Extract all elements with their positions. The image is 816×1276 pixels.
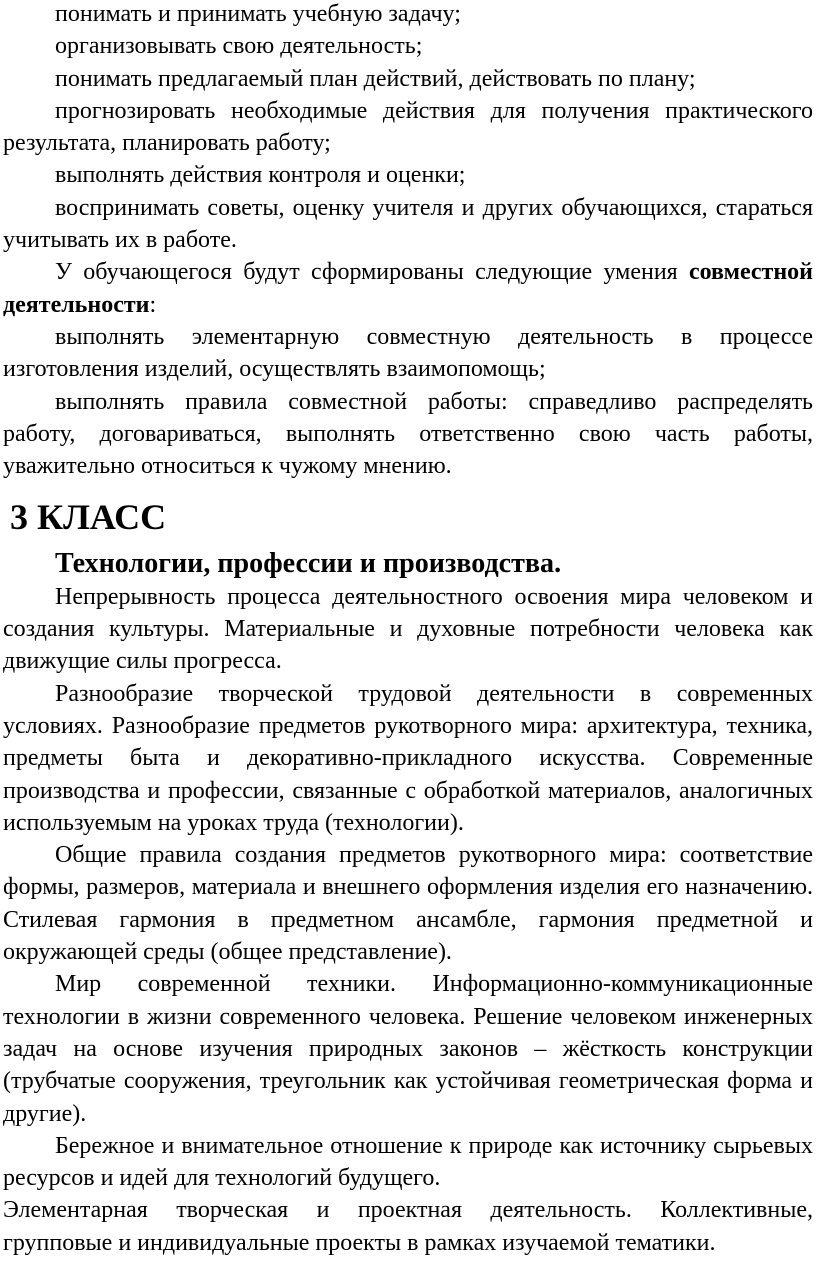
document-page — [3, 0, 813, 1259]
list-item: выполнять действия контроля и оценки; — [55, 162, 466, 189]
section-heading: Технологии, профессии и производства. — [55, 548, 562, 580]
section-paragraph: Разнообразие творческой трудовой деятельности в современных условиях. Разнообразие предметов рукотворного мира: архитектура, техника, предметы быта и декоративно-прикладного искусства. Современные производства и профессии, связанные с обработкой материалов, аналогичных используемым на уроках труда (технологии). — [3, 680, 813, 836]
list-item: воспринимать советы, оценку учителя и других обучающихся, стараться учитывать их в работе. — [3, 194, 813, 254]
section-paragraph: Общие правила создания предметов рукотворного мира: соответствие формы, размеров, материала и внешнего оформления изделия его назначению. Стилевая гармония в предметном ансамбле, гармония предметной и окружающей среды (общее представление). — [3, 842, 813, 966]
joint-activity-colon: : — [149, 291, 157, 318]
list-item: прогнозировать необходимые действия для получения практического результата, планировать работу; — [3, 97, 813, 157]
final-paragraph: Элементарная творческая и проектная деятельность. Коллективные, групповые и индивидуальные проекты в рамках изучаемой тематики. — [3, 1197, 813, 1256]
list-item: выполнять элементарную совместную деятельность в процессе изготовления изделий, осуществлять взаимопомощь; — [3, 323, 813, 383]
joint-activity-bold-term: совместной деятельности — [3, 259, 813, 318]
list-item: понимать и принимать учебную задачу; — [55, 1, 461, 27]
joint-activity-intro — [3, 256, 813, 321]
joint-activity-intro-text: У обучающегося будут сформированы следующие умения — [55, 259, 689, 286]
section-paragraph: Непрерывность процесса деятельностного освоения мира человеком и создания культуры. Материальные и духовные потребности человека как движущие силы прогресса. — [3, 583, 813, 675]
list-item: выполнять правила совместной работы: справедливо распределять работу, договариваться, выполнять ответственно свою часть работы, уважительно относиться к чужому мнению. — [3, 388, 813, 480]
grade-heading: 3 КЛАСС — [10, 497, 167, 538]
list-item: организовывать свою деятельность; — [55, 33, 423, 60]
section-paragraph: Мир современной техники. Информационно-коммуникационные технологии в жизни современного человека. Решение человеком инженерных задач на основе изучения природных законов – жёсткость конструкции (трубчатые сооружения, треугольник как устойчивая геометрическая форма и другие). — [3, 971, 813, 1127]
section-paragraph: Бережное и внимательное отношение к природе как источнику сырьевых ресурсов и идей для технологий будущего. — [3, 1132, 813, 1192]
list-item: понимать предлагаемый план действий, действовать по плану; — [55, 65, 696, 92]
